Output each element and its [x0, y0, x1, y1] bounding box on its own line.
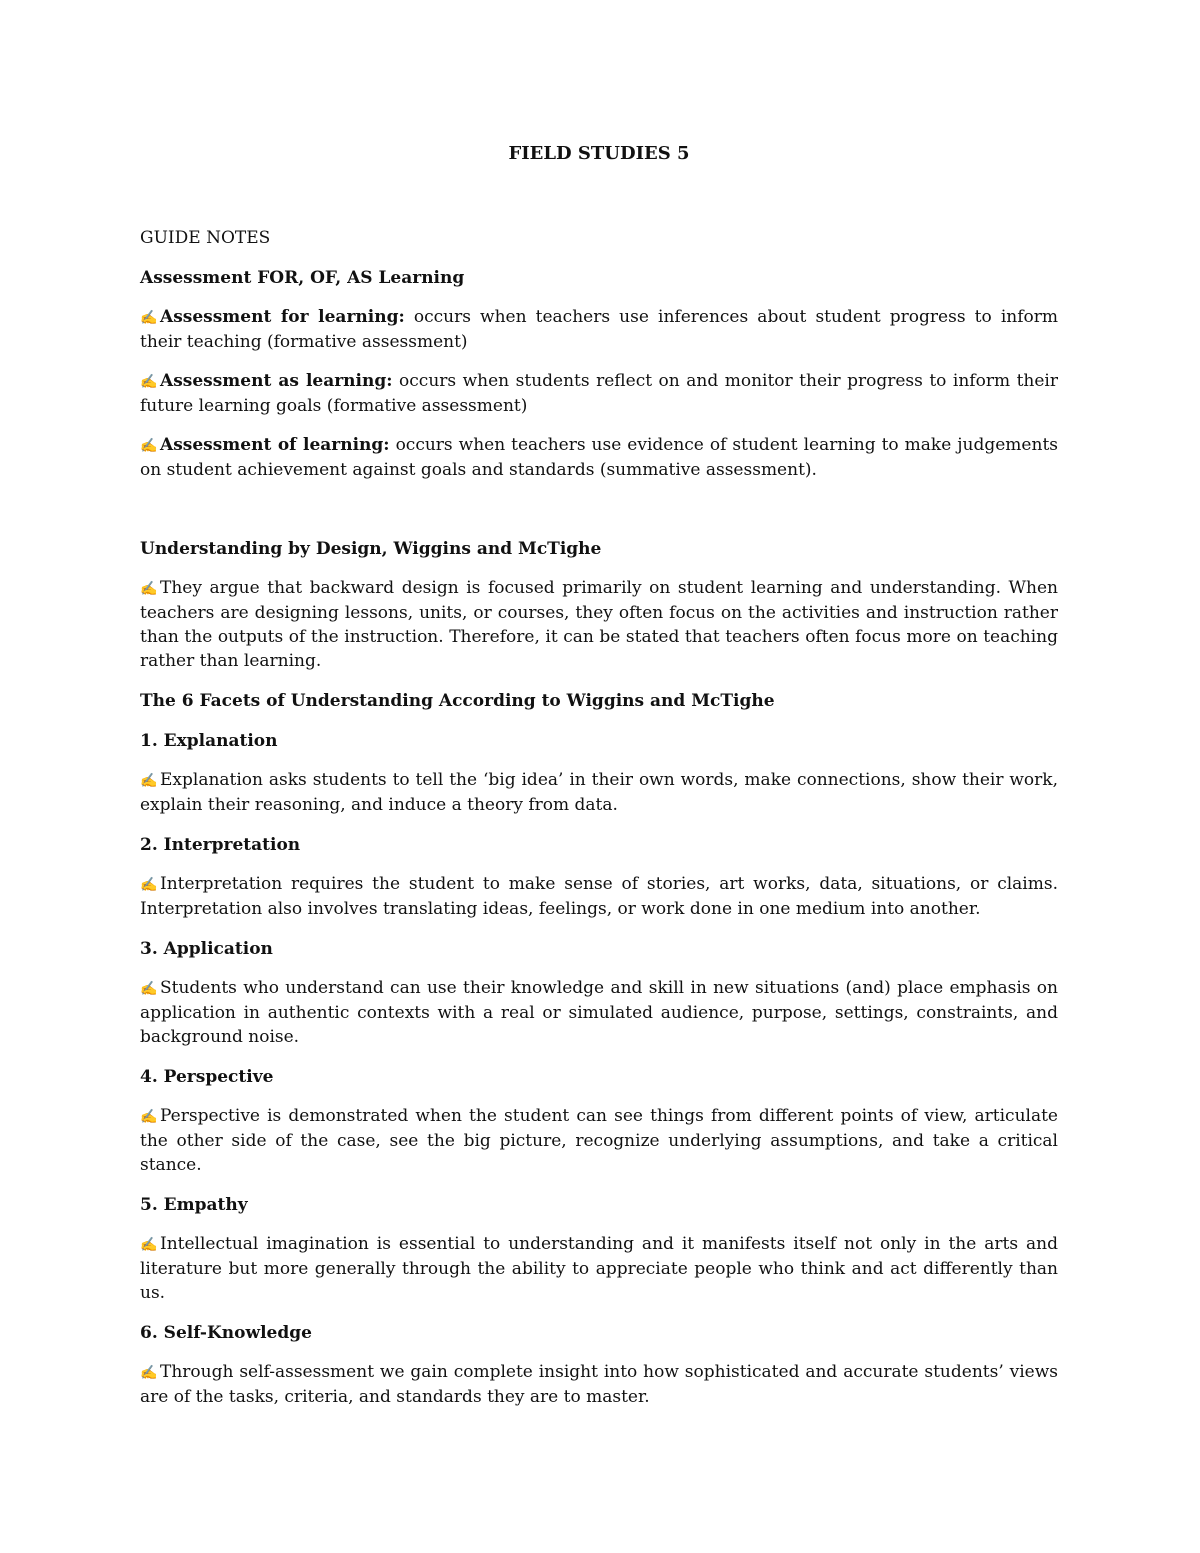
facet-heading-interpretation: 2. Interpretation [140, 835, 301, 855]
afal-item-label: Assessment of learning: [160, 435, 390, 455]
facet-paragraph [140, 976, 1058, 1049]
facet-text: Interpretation requires the student to make sense of stories, art works, data, situations, or claims. Interpretation also involves translating ideas, feelings, or work done in one medium into another. [140, 874, 1058, 919]
writing-hand-icon: ✍ [140, 877, 158, 893]
document-page [140, 136, 1058, 1409]
writing-hand-icon: ✍ [140, 981, 158, 997]
facet-text: Perspective is demonstrated when the student can see things from different points of view, articulate the other side of the case, see the big picture, recognize underlying assumptions, and take a critical stance. [140, 1106, 1058, 1175]
facet-text: Intellectual imagination is essential to understanding and it manifests itself not only in the arts and literature but more generally through the ability to appreciate people who think and act differently than us. [140, 1234, 1058, 1303]
ubd-heading: Understanding by Design, Wiggins and McTighe [140, 539, 602, 559]
guide-notes-label: GUIDE NOTES [140, 228, 271, 248]
writing-hand-icon: ✍ [140, 438, 158, 454]
writing-hand-icon: ✍ [140, 310, 158, 326]
afal-item-of [140, 433, 1058, 482]
afal-item-text: occurs when teachers use inferences about student progress to inform their teaching (formative assessment) [140, 307, 1058, 352]
facet-heading-explanation: 1. Explanation [140, 731, 278, 751]
facet-paragraph [140, 872, 1058, 921]
facet-heading-empathy: 5. Empathy [140, 1195, 248, 1215]
facet-paragraph [140, 1232, 1058, 1305]
facet-paragraph [140, 1104, 1058, 1177]
writing-hand-icon: ✍ [140, 581, 158, 597]
ubd-text: They argue that backward design is focused primarily on student learning and understanding. When teachers are designing lessons, units, or courses, they often focus on the activities and instruction rather than the outputs of the instruction. Therefore, it can be stated that teachers often focus more on teaching rather than learning. [140, 578, 1058, 671]
facet-heading-application: 3. Application [140, 939, 273, 959]
facet-text: Explanation asks students to tell the ‘big idea’ in their own words, make connections, show their work, explain their reasoning, and induce a theory from data. [140, 770, 1058, 815]
afal-item-for [140, 305, 1058, 354]
afal-item-label: Assessment for learning: [160, 307, 405, 327]
facets-heading: The 6 Facets of Understanding According to Wiggins and McTighe [140, 691, 775, 711]
facet-heading-self-knowledge: 6. Self-Knowledge [140, 1323, 312, 1343]
writing-hand-icon: ✍ [140, 374, 158, 390]
afal-item-text: occurs when students reflect on and monitor their progress to inform their future learning goals (formative assessment) [140, 371, 1058, 416]
writing-hand-icon: ✍ [140, 1237, 158, 1253]
page-title: FIELD STUDIES 5 [508, 143, 690, 164]
facet-paragraph [140, 1360, 1058, 1409]
writing-hand-icon: ✍ [140, 773, 158, 789]
facet-text: Through self-assessment we gain complete insight into how sophisticated and accurate students’ views are of the tasks, criteria, and standards they are to master. [140, 1362, 1058, 1407]
afal-item-as [140, 369, 1058, 418]
writing-hand-icon: ✍ [140, 1365, 158, 1381]
afal-heading: Assessment FOR, OF, AS Learning [140, 268, 465, 288]
writing-hand-icon: ✍ [140, 1109, 158, 1125]
afal-item-label: Assessment as learning: [160, 371, 393, 391]
afal-item-text: occurs when teachers use evidence of student learning to make judgements on student achievement against goals and standards (summative assessment). [140, 435, 1058, 480]
ubd-paragraph [140, 576, 1058, 673]
facet-heading-perspective: 4. Perspective [140, 1067, 274, 1087]
facet-text: Students who understand can use their knowledge and skill in new situations (and) place emphasis on application in authentic contexts with a real or simulated audience, purpose, settings, constraints, and background noise. [140, 978, 1058, 1047]
facet-paragraph [140, 768, 1058, 817]
